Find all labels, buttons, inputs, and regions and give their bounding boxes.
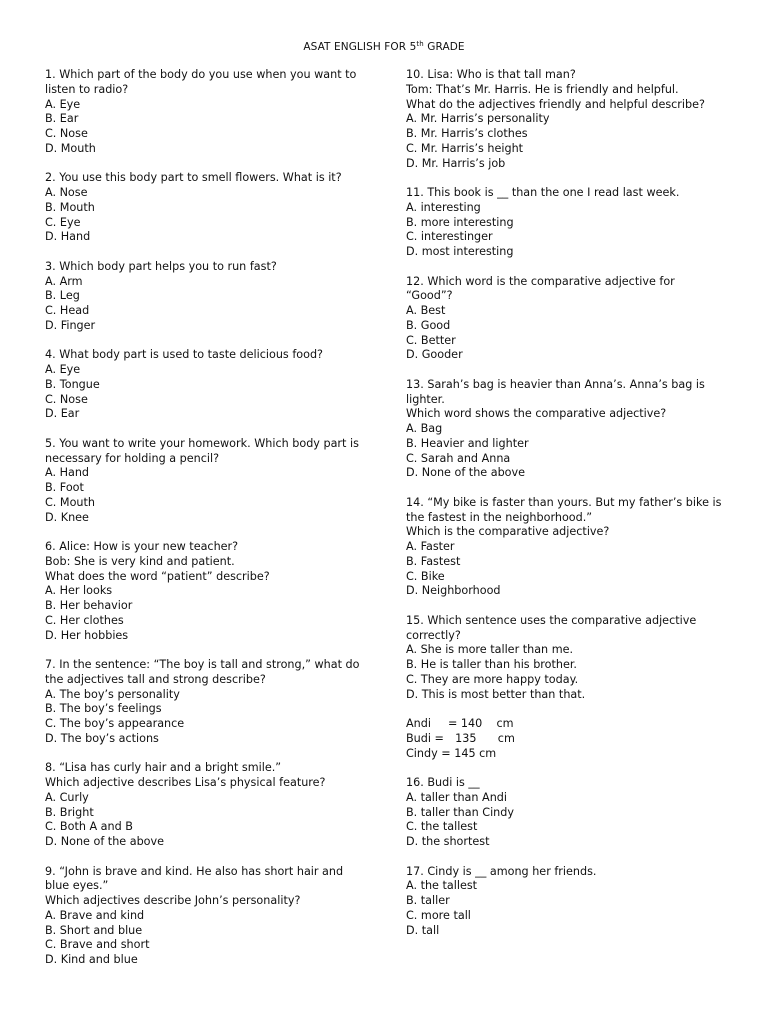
question-text: 6. Alice: How is your new teacher? (45, 540, 239, 553)
answer-option: C. The boy’s appearance (45, 717, 185, 730)
answer-option: D. The boy’s actions (45, 731, 159, 745)
answer-option: A. Arm (45, 274, 83, 288)
answer-option: C. Nose (45, 392, 88, 406)
answer-option: B. more interesting (406, 215, 514, 229)
answer-option: C. Eye (45, 215, 81, 229)
question-block (406, 776, 726, 850)
answer-option: A. Brave and kind (45, 908, 145, 922)
answer-option: B. Mouth (45, 200, 95, 214)
question-text: Which adjectives describe John’s personality? (45, 894, 301, 907)
question-block (45, 348, 375, 422)
height-row (406, 747, 726, 762)
answer-option: B. Ear (45, 112, 79, 126)
answer-option: B. taller than Cindy (406, 805, 514, 819)
answer-option: B. Good (406, 318, 451, 332)
question-text: 4. What body part is used to taste delicious food? (45, 348, 323, 362)
height-name: Cindy = 145 cm (406, 746, 497, 760)
page-title: ASAT ENGLISH FOR 5th GRADE (303, 40, 465, 53)
answer-option: C. Brave and short (45, 938, 150, 952)
answer-option: B. Heavier and lighter (406, 436, 529, 450)
question-block (406, 496, 726, 599)
answer-option: C. Mouth (45, 495, 95, 509)
question-block (45, 260, 375, 334)
question-text: 16. Budi is __ (406, 776, 480, 789)
answer-option: A. Bag (406, 422, 443, 435)
answer-option: A. interesting (406, 200, 481, 214)
answer-option: C. Her clothes (45, 613, 124, 627)
answer-option: D. Her hobbies (45, 628, 129, 642)
answer-option: A. Mr. Harris’s personality (406, 112, 550, 126)
question-text: What do the adjectives friendly and helpful describe? (406, 97, 705, 111)
answer-option: C. the tallest (406, 820, 478, 834)
question-text: 1. Which part of the body do you use when you want to (45, 68, 357, 81)
question-text: 2. You use this body part to smell flowers. What is it? (45, 171, 342, 185)
answer-option: D. Hand (45, 230, 91, 244)
question-text: 7. In the sentence: “The boy is tall and strong,” what do (45, 658, 360, 671)
question-block (406, 614, 726, 703)
answer-option: D. Neighborhood (406, 584, 501, 598)
answer-option: A. the tallest (406, 879, 478, 893)
answer-option: A. Her looks (45, 584, 113, 598)
question-block (45, 761, 375, 850)
answer-option: D. tall (406, 923, 440, 937)
answer-option: D. Ear (45, 407, 80, 421)
answer-option: A. Eye (45, 363, 81, 376)
question-text: blue eyes.” (45, 879, 109, 893)
answer-option: C. Nose (45, 127, 88, 140)
answer-option: B. Mr. Harris’s clothes (406, 127, 528, 140)
answer-option: C. Sarah and Anna (406, 451, 511, 465)
question-text: Bob: She is very kind and patient. (45, 554, 235, 568)
question-text: 5. You want to write your homework. Which body part is (45, 436, 359, 450)
question-text: Which word shows the comparative adjective? (406, 407, 667, 421)
question-text: “Good”? (406, 289, 453, 303)
question-text: 13. Sarah’s bag is heavier than Anna’s. Anna’s bag is (406, 377, 705, 391)
answer-option: B. Bright (45, 805, 94, 819)
answer-option: A. The boy’s personality (45, 687, 180, 701)
question-text: 17. Cindy is __ among her friends. (406, 864, 597, 878)
answer-option: B. The boy’s feelings (45, 702, 162, 716)
question-text: necessary for holding a pencil? (45, 451, 220, 465)
answer-option: D. This is most better than that. (406, 687, 586, 701)
answer-option: C. They are more happy today. (406, 672, 579, 686)
question-block (45, 658, 375, 747)
question-block (406, 186, 726, 260)
answer-option: D. the shortest (406, 835, 490, 848)
question-block (45, 437, 375, 526)
answer-option: D. Finger (45, 318, 96, 332)
answer-option: A. Nose (45, 186, 88, 199)
answer-option: D. most interesting (406, 245, 514, 258)
question-text: the fastest in the neighborhood.” (406, 510, 593, 524)
answer-option: A. Curly (45, 790, 89, 804)
question-text: Tom: That’s Mr. Harris. He is friendly and helpful. (406, 82, 679, 96)
question-text: 11. This book is __ than the one I read last week. (406, 186, 680, 199)
question-text: 9. “John is brave and kind. He also has short hair and (45, 864, 344, 878)
question-text: What does the word “patient” describe? (45, 569, 270, 583)
question-block (406, 865, 726, 939)
question-text: 14. “My bike is faster than yours. But my father’s bike is (406, 495, 722, 509)
question-block (406, 378, 726, 481)
question-block (45, 171, 375, 245)
answer-option: B. Tongue (45, 377, 100, 391)
answer-option: A. Faster (406, 540, 455, 553)
heights-table (406, 717, 726, 761)
question-block (45, 68, 375, 157)
question-text: 15. Which sentence uses the comparative adjective (406, 613, 697, 627)
answer-option: B. Her behavior (45, 599, 133, 612)
answer-option: C. Bike (406, 569, 445, 583)
height-row (406, 717, 726, 732)
height-name: Andi (406, 717, 431, 730)
answer-option: C. interestinger (406, 230, 493, 244)
height-value: 135 cm (448, 731, 515, 745)
answer-option: D. Gooder (406, 348, 463, 362)
question-text: Which is the comparative adjective? (406, 525, 610, 539)
question-text: correctly? (406, 628, 461, 642)
height-value: = 140 cm (448, 717, 514, 730)
question-block (45, 540, 375, 643)
answer-option: B. taller (406, 894, 450, 907)
question-block (406, 275, 726, 364)
answer-option: C. Both A and B (45, 820, 133, 834)
answer-option: C. Better (406, 333, 456, 347)
answer-option: B. Short and blue (45, 923, 143, 937)
answer-option: D. Knee (45, 510, 89, 524)
question-block (406, 68, 726, 171)
question-text: 12. Which word is the comparative adjective for (406, 274, 675, 288)
answer-option: B. Leg (45, 289, 80, 303)
question-text: lighter. (406, 392, 445, 406)
answer-option: A. Best (406, 304, 446, 317)
height-row (406, 732, 726, 747)
right-column (406, 68, 726, 953)
answer-option: A. Eye (45, 97, 81, 111)
question-text: 8. “Lisa has curly hair and a bright smile.” (45, 761, 282, 775)
answer-option: D. Kind and blue (45, 953, 138, 966)
question-text: the adjectives tall and strong describe? (45, 672, 266, 686)
question-block (45, 865, 375, 968)
answer-option: D. Mr. Harris’s job (406, 156, 506, 170)
answer-option: A. taller than Andi (406, 790, 507, 804)
answer-option: D. Mouth (45, 141, 96, 155)
answer-option: B. Foot (45, 481, 84, 494)
answer-option: C. more tall (406, 908, 471, 922)
answer-option: C. Head (45, 304, 90, 317)
left-column (45, 68, 375, 983)
answer-option: B. He is taller than his brother. (406, 658, 577, 671)
answer-option: D. None of the above (45, 835, 165, 848)
answer-option: A. She is more taller than me. (406, 643, 574, 657)
question-text: 10. Lisa: Who is that tall man? (406, 68, 576, 81)
question-text: listen to radio? (45, 82, 129, 96)
question-text: Which adjective describes Lisa’s physical feature? (45, 776, 326, 789)
answer-option: B. Fastest (406, 554, 461, 568)
question-text: 3. Which body part helps you to run fast? (45, 259, 277, 273)
height-name: Budi = (406, 731, 444, 745)
answer-option: A. Hand (45, 466, 90, 480)
answer-option: D. None of the above (406, 466, 526, 480)
answer-option: C. Mr. Harris’s height (406, 141, 524, 155)
